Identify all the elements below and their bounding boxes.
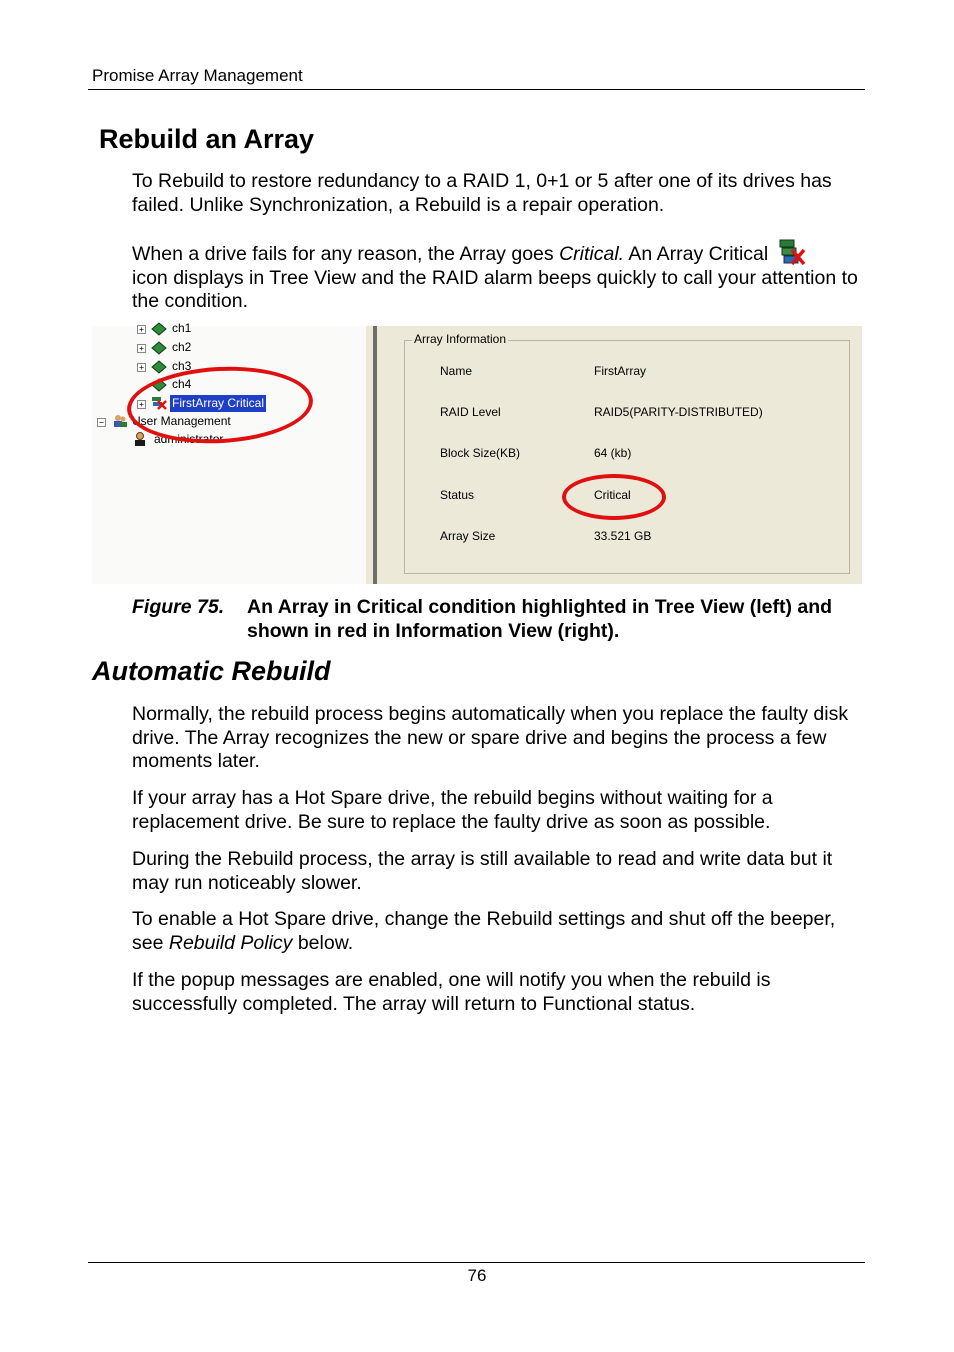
- tree-item-user-management[interactable]: − User Management: [92, 413, 366, 430]
- paragraph-critical: [132, 238, 862, 314]
- collapse-minus-icon[interactable]: −: [97, 418, 106, 427]
- paragraph-enable-part-b: below.: [292, 931, 354, 954]
- expand-plus-icon[interactable]: +: [137, 325, 146, 334]
- running-header: Promise Array Management: [92, 66, 303, 85]
- section-heading-automatic-rebuild: Automatic Rebuild: [92, 656, 331, 686]
- section-heading-rebuild: Rebuild an Array: [99, 124, 315, 154]
- paragraph-rebuild-intro: To Rebuild to restore redundancy to a RAID 1, 0+1 or 5 after one of its drives has failed. Unlike Synchronization, a Rebuild is a repair operation.: [132, 170, 832, 216]
- paragraph-auto-rebuild: Normally, the rebuild process begins automatically when you replace the faulty disk drive. The Array recognizes the new or spare drive and begins the process a few moments later.: [132, 703, 849, 772]
- footer-rule: [88, 1262, 865, 1263]
- tree-view-panel: [92, 321, 366, 584]
- figure-number: Figure 75.: [132, 596, 225, 618]
- expand-plus-icon[interactable]: +: [137, 363, 146, 372]
- paragraph-popup-messages: If the popup messages are enabled, one will notify you when the rebuild is successfully completed. The array will return to Functional status.: [132, 969, 771, 1015]
- info-label-status: Status: [440, 488, 475, 502]
- paragraph-critical-part-b: An Array Critical: [624, 243, 769, 265]
- paragraph-critical-part-a: When a drive fails for any reason, the Array goes: [132, 243, 560, 265]
- tree-item-firstarray-critical[interactable]: + FirstArray Critical: [92, 395, 366, 412]
- info-label-name: Name: [440, 364, 473, 378]
- info-value-array-size: 33.521 GB: [594, 529, 652, 543]
- critical-term: Critical.: [559, 243, 625, 265]
- info-value-raid-level: RAID5(PARITY-DISTRIBUTED): [594, 405, 763, 419]
- paragraph-rebuild-process: During the Rebuild process, the array is still available to read and write data but it may run noticeably slower.: [132, 848, 833, 894]
- tree-item-ch2[interactable]: + ch2: [92, 339, 366, 356]
- figure-75-screenshot: [92, 321, 862, 584]
- array-information-title: Array Information: [414, 332, 507, 346]
- tree-item-ch3[interactable]: + ch3: [92, 358, 366, 375]
- channel-icon: [151, 360, 167, 374]
- info-value-block-size: 64 (kb): [594, 446, 632, 460]
- status-critical-highlight-ellipse: [562, 474, 666, 520]
- expand-plus-icon[interactable]: +: [137, 344, 146, 353]
- header-rule: [88, 89, 865, 90]
- info-value-name: FirstArray: [594, 364, 646, 378]
- channel-icon: [151, 341, 167, 355]
- user-icon: [132, 432, 148, 446]
- information-view-panel: [380, 326, 862, 584]
- tree-item-administrator[interactable]: administrator: [92, 431, 366, 448]
- users-icon: [112, 414, 128, 428]
- figure-caption-text: An Array in Critical condition highlighted in Tree View (left) and shown in red in Information View (right).: [247, 596, 833, 642]
- paragraph-critical-part-c: icon displays in Tree View and the RAID alarm beeps quickly to call your attention to the condition.: [132, 266, 858, 312]
- page-number: 76: [467, 1266, 487, 1285]
- paragraph-hot-spare: If your array has a Hot Spare drive, the rebuild begins without waiting for a replacement drive. Be sure to replace the faulty drive as soon as possible.: [132, 787, 773, 833]
- expand-plus-icon[interactable]: +: [137, 400, 146, 409]
- array-critical-icon: [778, 238, 806, 266]
- paragraph-enable-hot-spare: [132, 908, 862, 955]
- info-label-block-size: Block Size(KB): [440, 446, 521, 460]
- tree-item-ch1[interactable]: + ch1: [92, 320, 366, 337]
- rebuild-policy-reference: Rebuild Policy: [168, 931, 293, 954]
- info-label-array-size: Array Size: [440, 529, 496, 543]
- info-value-status: Critical: [594, 488, 631, 502]
- channel-icon: [151, 322, 167, 336]
- info-label-raid-level: RAID Level: [440, 405, 501, 419]
- panel-splitter-bar[interactable]: [373, 326, 377, 584]
- tree-item-ch4[interactable]: ch4: [92, 376, 366, 393]
- paragraph-enable-part-a: To enable a Hot Spare drive, change the Rebuild settings and shut off the beeper, see: [132, 908, 836, 954]
